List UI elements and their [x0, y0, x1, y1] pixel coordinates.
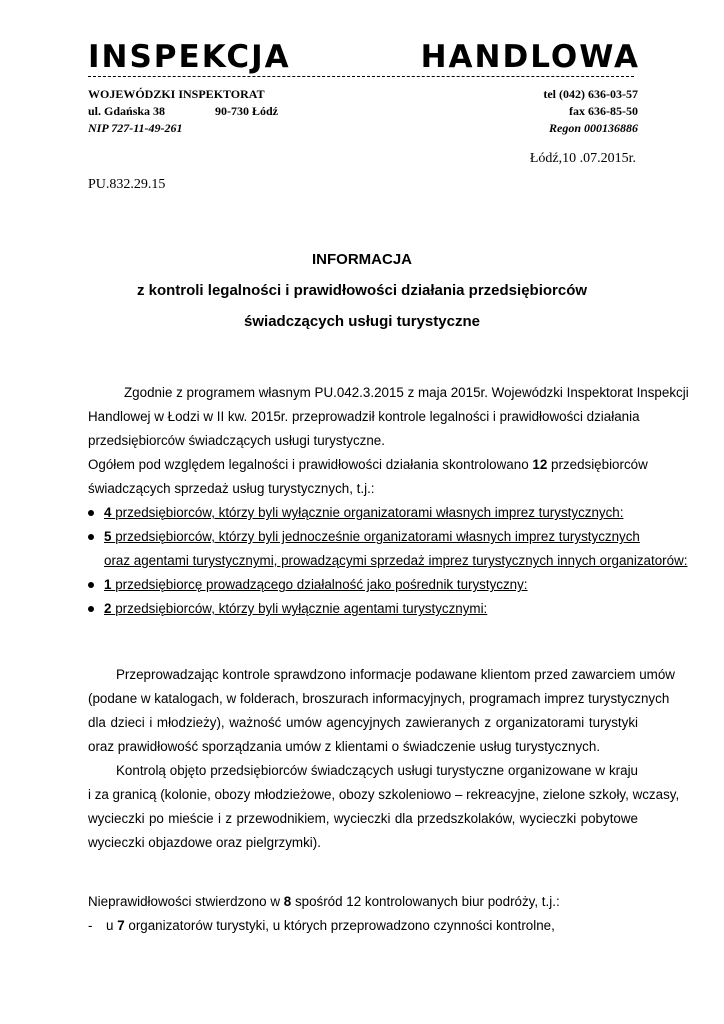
dash-marker: - — [88, 918, 93, 933]
para1-line3: przedsiębiorców świadczących usługi turystyczne. — [88, 433, 385, 448]
list-item — [88, 597, 638, 621]
dash-item — [88, 914, 638, 938]
bullet-count: 1 — [104, 577, 112, 592]
title-main: INFORMACJA — [312, 251, 412, 268]
para1-line1: Zgodnie z programem własnym PU.042.3.2015 z maja 2015r. Wojewódzki Inspektorat Inspekcji — [124, 385, 689, 400]
dash-item-count: 7 — [117, 918, 125, 933]
para2-text: Ogółem pod względem legalności i prawidłowości działania skontrolowano — [88, 457, 529, 472]
bullet-count: 2 — [104, 601, 112, 616]
list-item — [88, 501, 638, 525]
bullet-text-continued: oraz agentami turystycznymi, prowadzącymi sprzedaż imprez turystycznych innych organizatorów: — [104, 553, 688, 568]
para4-line1: Kontrolą objęto przedsiębiorców świadczących usługi turystyczne organizowane w kraju — [116, 763, 638, 778]
address-street: ul. Gdańska 38 — [88, 104, 166, 118]
para4-line3: wycieczki po mieście i z przewodnikiem, wycieczki dla przedszkolaków, wycieczki pobytowe — [88, 811, 638, 826]
fax: fax 636-85-50 — [569, 104, 638, 118]
bullet-list — [88, 501, 688, 621]
para2-line1 — [88, 453, 648, 477]
body-text-3 — [88, 890, 638, 938]
para4-line4: wycieczki objazdowe oraz pielgrzymki). — [88, 835, 321, 850]
title-subtitle-1: z kontroli legalności i prawidłowości działania przedsiębiorców — [136, 282, 588, 299]
para3-line1: Przeprowadzając kontrole sprawdzono informacje podawane klientom przed zawarciem umów — [116, 667, 675, 682]
body-text — [88, 381, 689, 621]
para2-line2: świadczących sprzedaż usług turystycznych, t.j.: — [88, 481, 375, 496]
para5-count: 8 — [283, 894, 292, 909]
bullet-text: przedsiębiorców, którzy byli wyłącznie organizatorami własnych imprez turystycznych: — [115, 505, 624, 520]
bullet-text: przedsiębiorców, którzy byli wyłącznie agentami turystycznymi: — [115, 601, 488, 616]
address-city: 90-730 Łódź — [215, 104, 278, 118]
bullet-count: 4 — [104, 505, 112, 520]
reference-number: PU.832.29.15 — [88, 177, 166, 192]
phone: tel (042) 636-03-57 — [543, 87, 638, 101]
brand-word-2: HANDLOWA — [420, 39, 640, 75]
title-subtitle-2: świadczących usługi turystyczne — [244, 313, 480, 330]
list-item — [88, 525, 688, 573]
bullet-text: przedsiębiorcę prowadzącego działalność jako pośrednik turystyczny: — [115, 577, 528, 592]
letterhead-brand — [88, 40, 640, 74]
brand-word-1: INSPEKCJA — [88, 39, 291, 75]
para4-line2: i za granicą (kolonie, obozy młodzieżowe, obozy szkoleniowo – rekreacyjne, zielone szkoły, wczasy, — [88, 787, 680, 802]
para3-line3: dla dzieci i młodzieży), ważność umów agencyjnych zawieranych z organizatorami turystyki — [88, 715, 638, 730]
para3-line4: oraz prawidłowość sporządzania umów z klientami o świadczenie usług turystycznych. — [88, 739, 601, 754]
dash-item-text: u — [106, 918, 114, 933]
letterhead-divider — [88, 76, 634, 77]
para3-line2: (podane w katalogach, w folderach, broszurach informacyjnych, programach imprez turystycznych — [88, 691, 670, 706]
date-line: Łódź,10 .07.2015r. — [529, 151, 636, 166]
org-name: WOJEWÓDZKI INSPEKTORAT — [88, 87, 265, 101]
list-item — [88, 573, 638, 597]
body-text-2 — [88, 663, 680, 855]
bullet-count: 5 — [104, 529, 112, 544]
regon: Regon 000136886 — [548, 121, 638, 135]
para5-line — [88, 890, 638, 914]
para5-text: Nieprawidłowości stwierdzono w — [88, 894, 281, 909]
para1-line2: Handlowej w Łodzi w II kw. 2015r. przeprowadził kontrole legalności i prawidłowości działania — [88, 409, 640, 424]
bullet-text: przedsiębiorców, którzy byli jednocześnie organizatorami własnych imprez turystycznych — [115, 529, 640, 544]
nip: NIP 727-11-49-261 — [88, 121, 183, 135]
para5-text-end: spośród 12 kontrolowanych biur podróży, t.j.: — [294, 894, 560, 909]
para2-text-end: przedsiębiorców — [551, 457, 648, 472]
para2-count: 12 — [532, 457, 548, 472]
dash-item-text-end: organizatorów turystyki, u których przeprowadzono czynności kontrolne, — [128, 918, 555, 933]
